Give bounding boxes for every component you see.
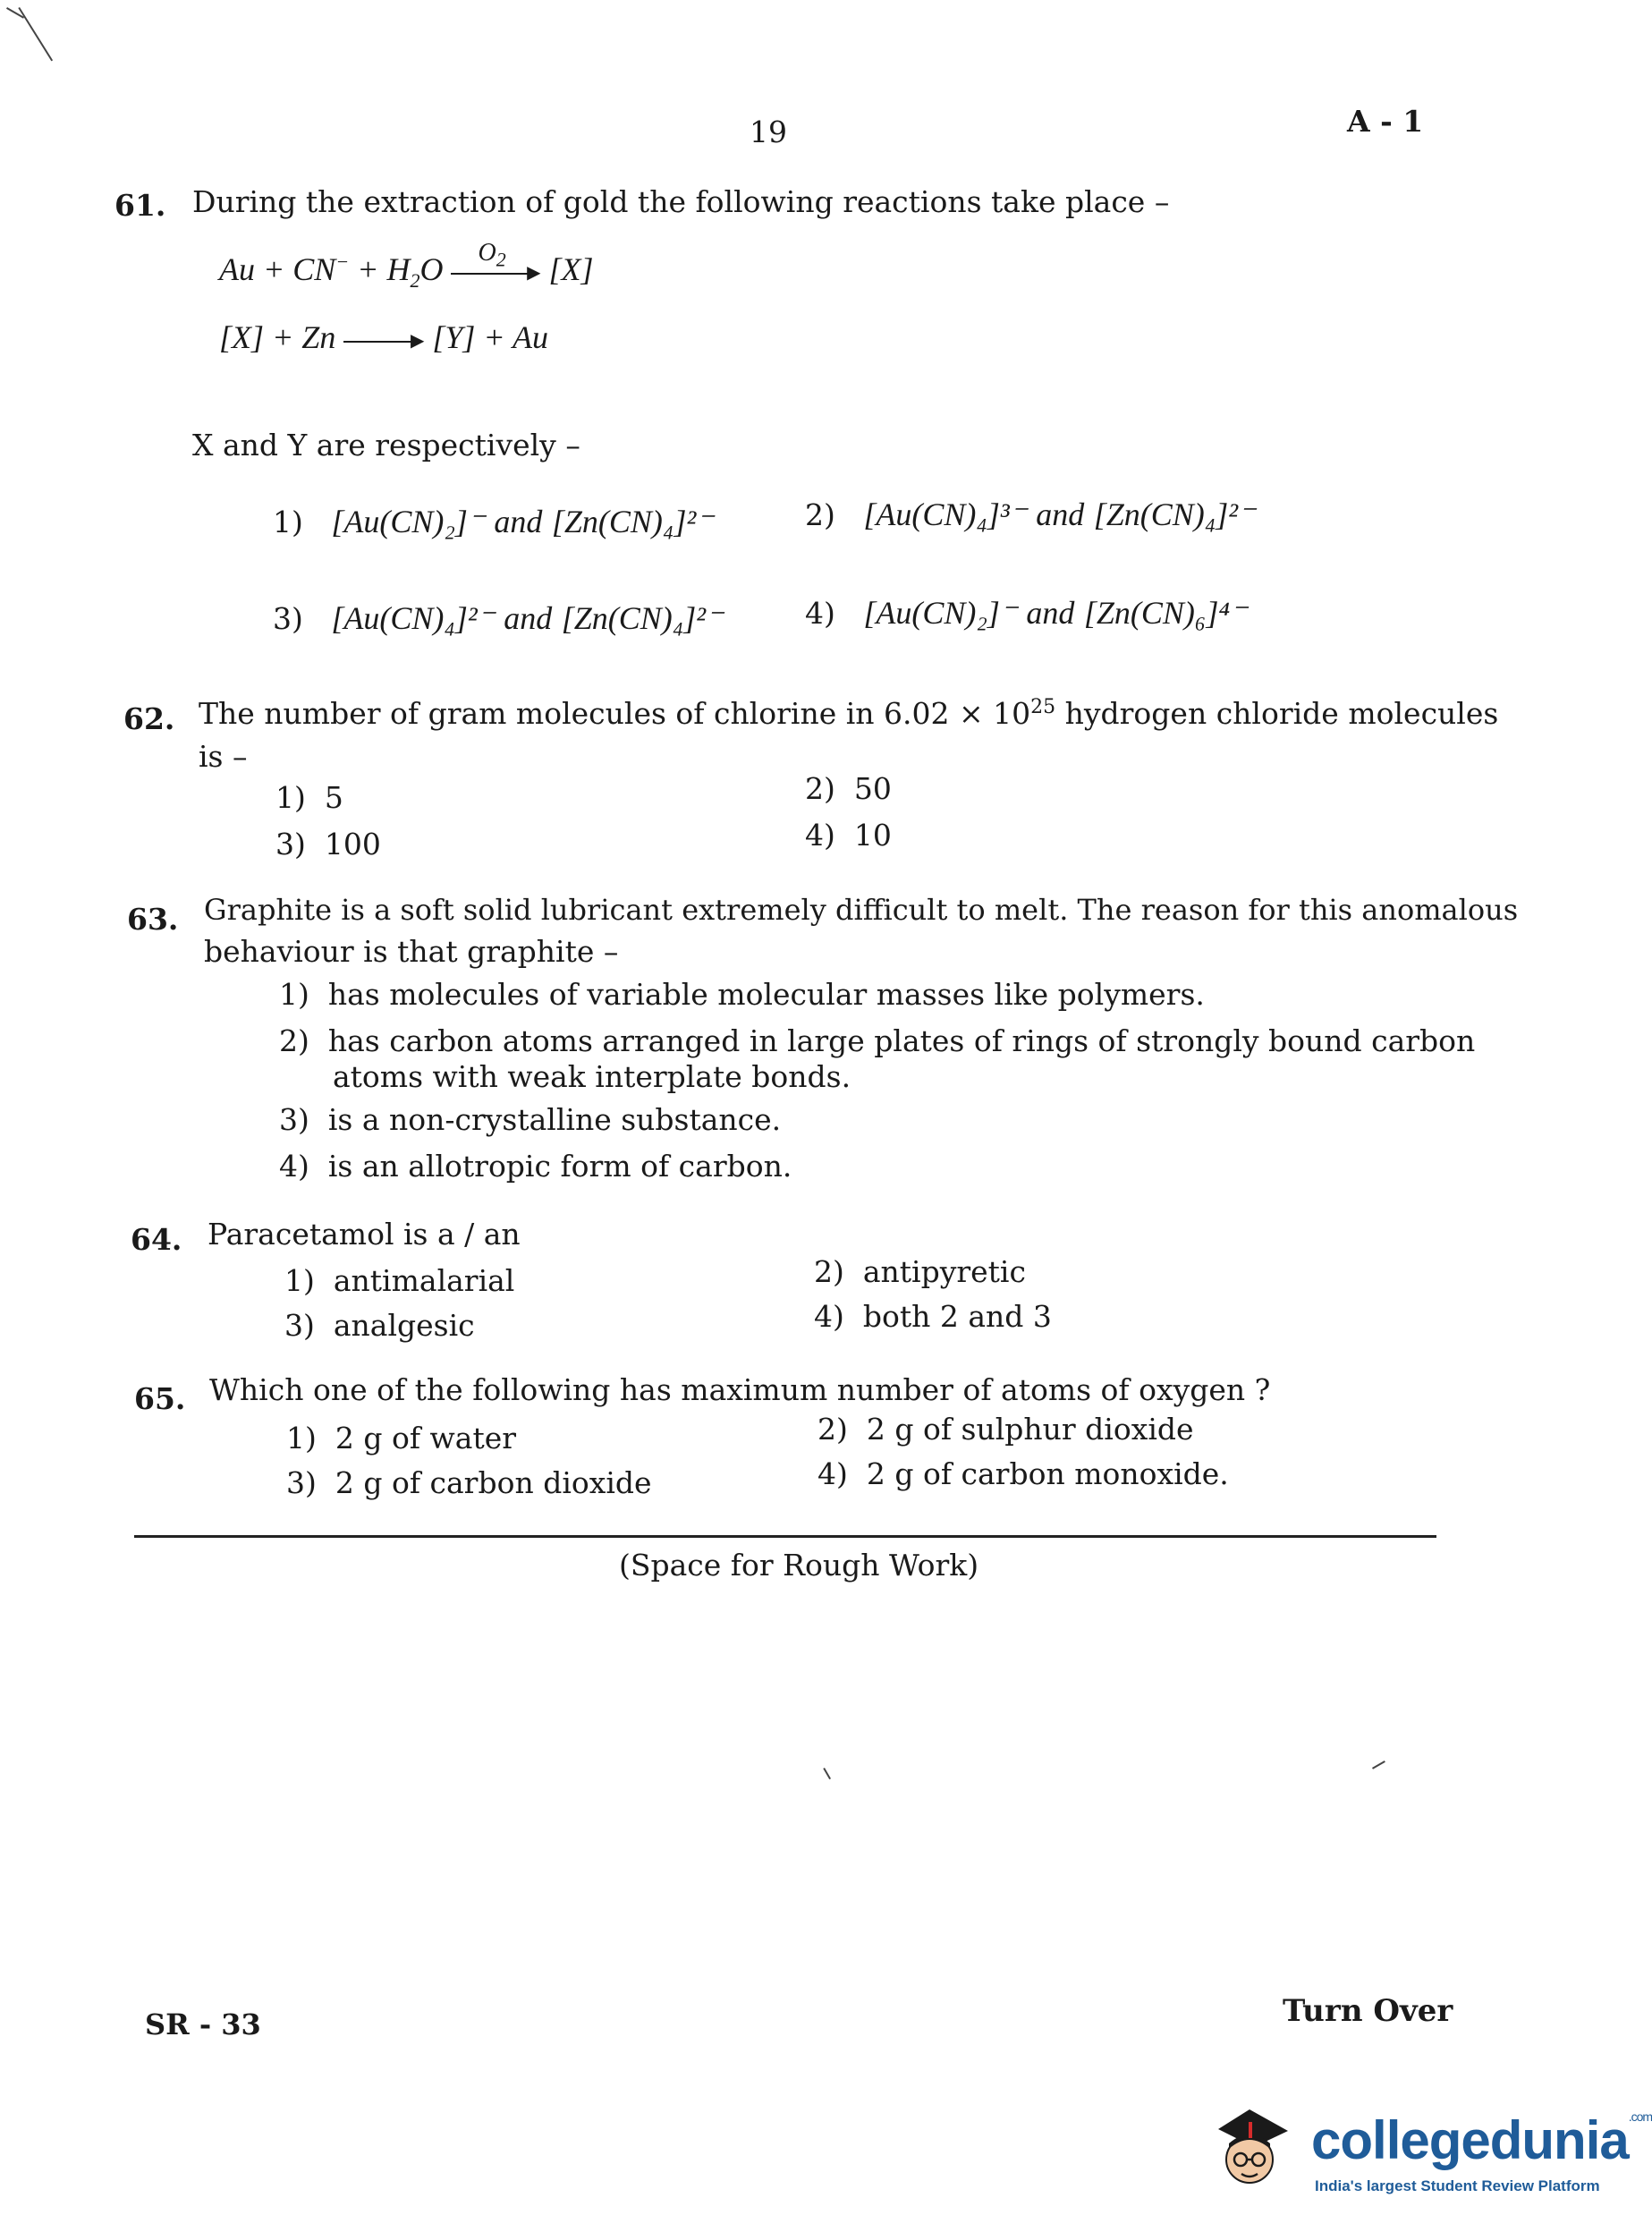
option-4[interactable]: 4) is an allotropic form of carbon. — [279, 1149, 792, 1184]
option-complex-a: [Au(CN)₄]³⁻ — [863, 496, 1027, 532]
option-2[interactable]: 2) 2 g of sulphur dioxide — [818, 1412, 1194, 1447]
mascot-icon — [1209, 2104, 1290, 2194]
option-complex-b: [Zn(CN)₄]²⁻ — [1093, 496, 1256, 532]
question-number: 65. — [134, 1381, 186, 1416]
rough-work-divider — [134, 1535, 1436, 1538]
brand-name: collegedunia$^{.com}$ — [1311, 2109, 1652, 2170]
option-2[interactable]: 2) has carbon atoms arranged in large plates of rings of strongly bound carbon — [279, 1023, 1476, 1058]
option-1[interactable]: 1) antimalarial — [284, 1263, 515, 1298]
question-prompt: X and Y are respectively – — [192, 428, 580, 463]
option-complex-a: [Au(CN)₂]⁻ — [331, 504, 485, 539]
option-3[interactable]: 3) is a non-crystalline substance. — [279, 1102, 782, 1137]
scan-mark — [1372, 1761, 1385, 1769]
reaction-arrow: ▶ — [343, 332, 424, 350]
option-4[interactable]: 4) both 2 and 3 — [814, 1299, 1052, 1334]
option-3[interactable]: 3) 2 g of carbon dioxide — [286, 1465, 652, 1500]
option-number: 1) — [273, 505, 303, 539]
page-number: 19 — [750, 115, 787, 149]
option-conjunction: and — [1036, 496, 1085, 532]
paper-code: SR - 33 — [145, 2007, 261, 2041]
option-2[interactable] — [805, 496, 1255, 533]
question-text: During the extraction of gold the following reactions take place – — [192, 184, 1170, 219]
option-2-cont: atoms with weak interplate bonds. — [333, 1059, 851, 1094]
reaction-lhs: [X] + Zn — [219, 319, 336, 355]
option-4[interactable]: 4) 2 g of carbon monoxide. — [818, 1456, 1229, 1491]
reaction-lhs: Au + CN — [219, 251, 336, 287]
option-1[interactable]: 1) has molecules of variable molecular masses like polymers. — [279, 977, 1205, 1012]
option-3[interactable]: 3) 100 — [275, 827, 381, 861]
option-4[interactable] — [805, 594, 1247, 632]
question-number: 61. — [114, 188, 166, 223]
option-2[interactable]: 2) antipyretic — [814, 1254, 1026, 1289]
option-conjunction: and — [1026, 595, 1075, 631]
option-complex-b: [Zn(CN)₄]²⁻ — [551, 504, 714, 539]
question-number: 64. — [131, 1222, 182, 1257]
option-complex-b: [Zn(CN)₄]²⁻ — [561, 600, 724, 636]
option-1[interactable] — [273, 503, 713, 540]
scan-mark — [18, 7, 53, 61]
reaction-1: $Au + CN^- + H_2O$ $O_2$ ▶ [X] — [219, 238, 594, 293]
option-number: 2) — [805, 497, 835, 532]
option-2[interactable]: 2) 50 — [805, 771, 892, 806]
question-number: 62. — [123, 701, 175, 736]
question-text: Paracetamol is a / an — [208, 1217, 521, 1252]
scan-mark — [823, 1768, 831, 1779]
question-number: 63. — [127, 902, 179, 937]
option-3[interactable]: 3) analgesic — [284, 1308, 475, 1343]
brand-tagline: India's largest Student Review Platform — [1315, 2177, 1600, 2194]
question-text: Graphite is a soft solid lubricant extremely difficult to melt. The reason for this anomalous — [204, 893, 1519, 927]
option-number: 3) — [273, 601, 303, 636]
reaction-rhs: [X] — [548, 251, 594, 287]
option-complex-b: [Zn(CN)₆]⁴⁻ — [1083, 595, 1247, 631]
question-text-cont: is – — [199, 739, 248, 774]
turn-over: Turn Over — [1283, 1993, 1453, 2029]
question-text: Which one of the following has maximum number of atoms of oxygen ? — [209, 1372, 1271, 1407]
option-number: 4) — [805, 596, 835, 631]
option-4[interactable]: 4) 10 — [805, 818, 892, 853]
option-conjunction: and — [504, 600, 553, 636]
arrow-label: O — [478, 238, 496, 267]
option-conjunction: and — [494, 504, 543, 539]
question-text: The number of gram molecules of chlorine in $6.02 \times 10^{25}$ hydrogen chloride molecules — [199, 696, 1499, 731]
reaction-rhs: [Y] + Au — [432, 319, 549, 355]
reaction-arrow: $O_2$ ▶ — [451, 264, 540, 282]
option-3[interactable] — [273, 599, 723, 637]
set-code: A - 1 — [1347, 104, 1424, 139]
option-1[interactable]: 1) 2 g of water — [286, 1421, 517, 1455]
rough-work-label: (Space for Rough Work) — [619, 1548, 979, 1583]
reaction-2 — [219, 318, 548, 356]
option-complex-a: [Au(CN)₂]⁻ — [863, 595, 1017, 631]
option-1[interactable]: 1) 5 — [275, 780, 343, 815]
question-text-cont: behaviour is that graphite – — [204, 934, 619, 969]
option-complex-a: [Au(CN)₄]²⁻ — [331, 600, 495, 636]
